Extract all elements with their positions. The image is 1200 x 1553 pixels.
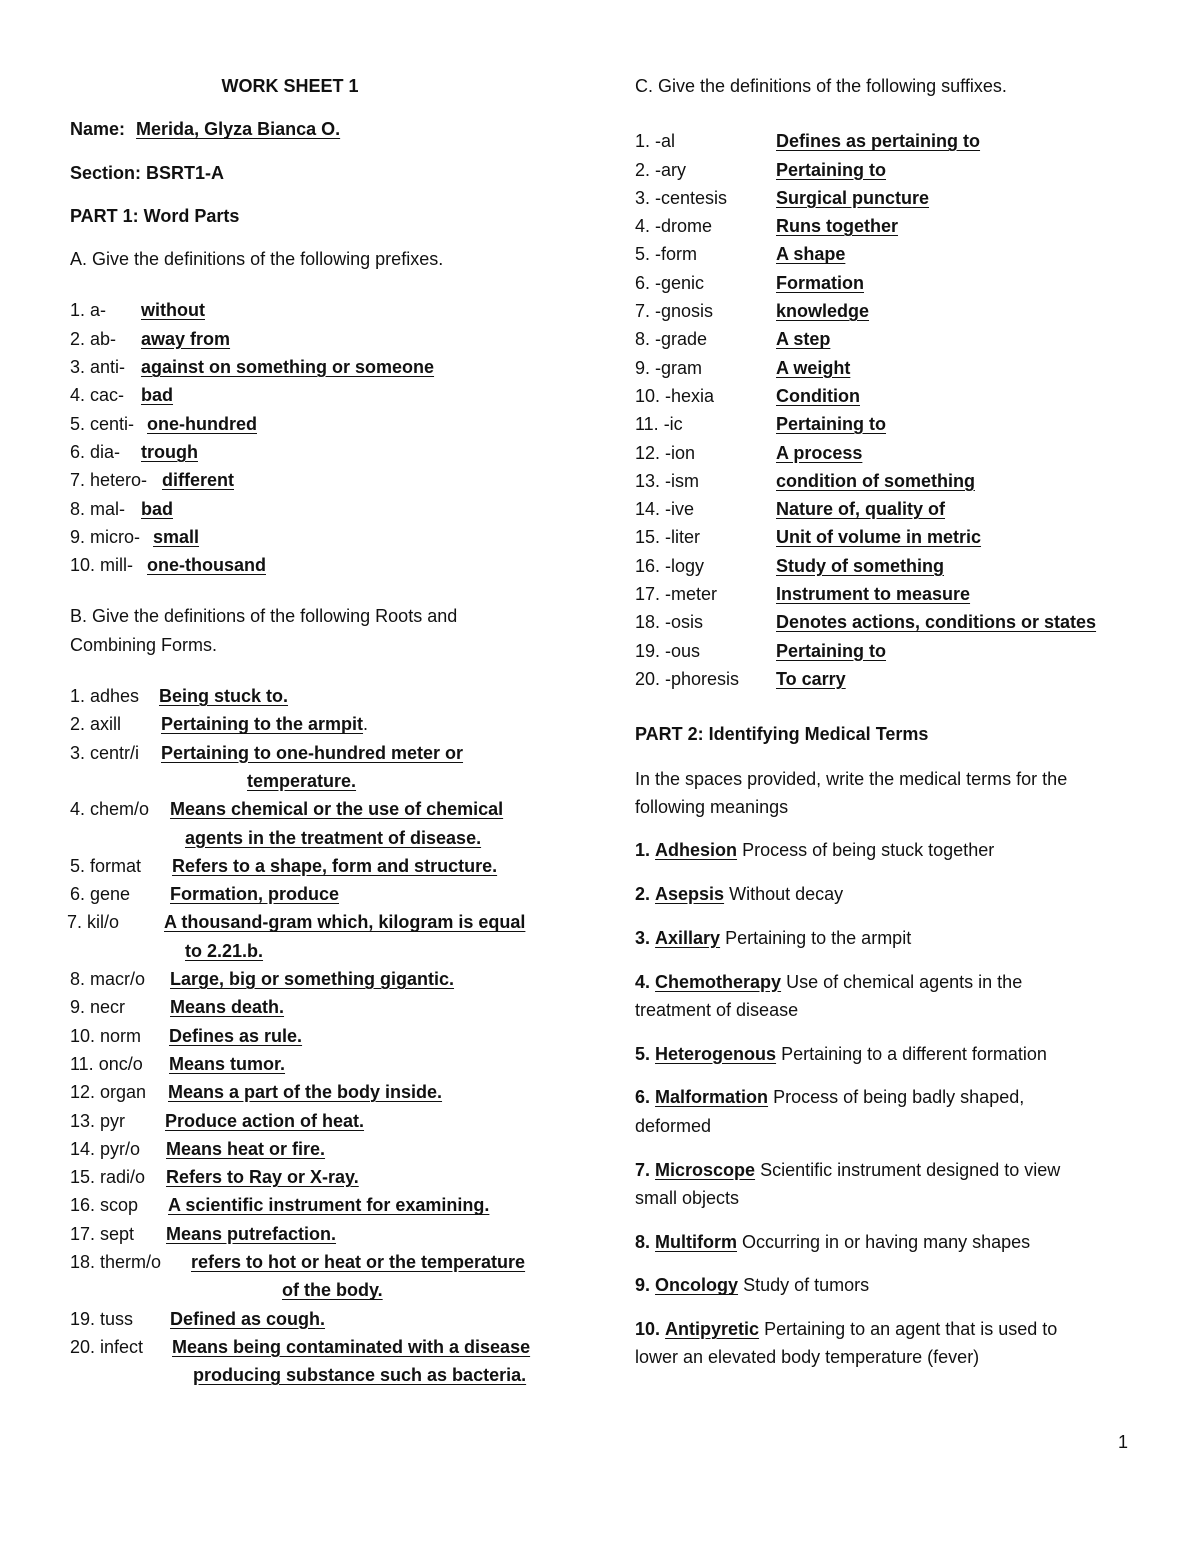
prefixes-heading: A. Give the definitions of the following prefixes. [70,249,444,270]
root-definition: Means chemical or the use of chemical [170,799,504,820]
prefixes-list [70,296,590,579]
suffix-definition: Pertaining to [776,640,887,661]
suffix-definition: Study of something [776,555,944,576]
term-meaning: Use of chemical agents in the [786,971,1023,992]
term-meaning-continued: lower an elevated body temperature (fever) [635,1347,980,1368]
suffix-definition: To carry [776,668,846,689]
suffix-term: 8. -grade [635,329,708,350]
list-item [635,269,1135,297]
list-item [635,1271,1135,1299]
term-number: 7. [635,1159,651,1180]
term-meaning-continued: treatment of disease [635,999,799,1020]
root-definition: Pertaining to one-hundred meter or [161,742,464,763]
list-item [635,467,1135,495]
list-item [635,836,1135,864]
prefix-term: 10. mill- [70,555,134,576]
root-definition: Produce action of heat. [165,1110,365,1131]
list-item [70,1050,590,1078]
root-definition-continued: producing substance such as bacteria. [193,1365,527,1386]
prefix-term: 4. cac- [70,385,125,406]
suffix-term: 2. -ary [635,159,687,180]
list-item [70,353,590,381]
list-item [70,1191,590,1219]
suffix-term: 11. -ic [635,414,683,435]
medical-term: Malformation [655,1087,769,1108]
suffix-definition: Unit of volume in metric [776,527,982,548]
list-item [70,495,590,523]
root-definition: Large, big or something gigantic. [170,969,455,990]
list-item [635,495,1135,523]
term-meaning: Occurring in or having many shapes [742,1231,1031,1252]
list-item [70,1078,590,1106]
prefix-definition: bad [141,385,174,406]
list-item [70,1333,590,1361]
term-meaning: Pertaining to the armpit [725,927,912,948]
root-term: 11. onc/o [70,1053,143,1074]
list-item [635,127,1135,155]
prefix-definition: different [162,470,234,491]
list-item [70,1107,590,1135]
name-value: Merida, Glyza Bianca O. [136,119,341,140]
root-definition: Means heat or fire. [166,1138,326,1159]
term-number: 8. [635,1231,651,1252]
suffix-term: 10. -hexia [635,385,715,406]
suffix-term: 16. -logy [635,555,705,576]
root-definition: Refers to a shape, form and structure. [172,855,498,876]
list-item [70,682,590,710]
medical-terms-list [635,836,1135,1372]
list-item [635,880,1135,908]
root-definition: Means tumor. [169,1053,286,1074]
roots-heading-line-1: B. Give the definitions of the following Roots and [70,606,458,627]
root-term: 13. pyr [70,1110,126,1131]
medical-term: Microscope [655,1159,756,1180]
term-meaning: Study of tumors [743,1275,870,1296]
list-item [635,637,1135,665]
root-definition-continued: of the body. [282,1280,383,1301]
suffix-term: 14. -ive [635,499,695,520]
list-item [635,354,1135,382]
term-meaning-continued: small objects [635,1187,740,1208]
suffix-term: 5. -form [635,244,698,265]
part2-instruction [635,765,1135,822]
suffix-term: 4. -drome [635,216,713,237]
root-term: 7. kil/o [67,912,120,933]
root-definition: Pertaining to the armpit [161,714,364,735]
root-definition: Means being contaminated with a disease [172,1336,531,1357]
list-item [70,325,590,353]
term-meaning: Without decay [729,883,844,904]
term-number: 5. [635,1043,651,1064]
list-item [635,523,1135,551]
suffix-term: 17. -meter [635,584,718,605]
root-term: 4. chem/o [70,799,150,820]
roots-list [67,682,590,1389]
root-term: 14. pyr/o [70,1138,141,1159]
root-definition: Means a part of the body inside. [168,1082,443,1103]
list-item [70,993,590,1021]
part1-heading: PART 1: Word Parts [70,205,240,226]
suffix-term: 15. -liter [635,527,701,548]
medical-term: Oncology [655,1275,739,1296]
suffix-definition: Defines as pertaining to [776,131,981,152]
prefix-term: 6. dia- [70,441,121,462]
prefix-definition: against on something or someone [141,357,435,378]
root-term: 10. norm [70,1025,142,1046]
term-meaning: Process of being badly shaped, [773,1087,1025,1108]
root-definition-continued: temperature. [247,770,357,791]
list-item [70,852,590,880]
list-item [70,795,590,823]
suffix-term: 19. -ous [635,640,701,661]
root-definition: Being stuck to. [159,686,289,707]
section-line: Section: BSRT1-A [70,162,225,183]
term-number: 1. [635,840,651,861]
suffix-definition: Condition [776,385,860,406]
prefix-term: 3. anti- [70,357,126,378]
prefix-definition: without [141,300,205,321]
medical-term: Axillary [655,927,721,948]
suffix-definition: Formation [776,272,864,293]
term-number: 6. [635,1087,651,1108]
term-number: 9. [635,1275,651,1296]
root-definition: refers to hot or heat or the temperature [191,1251,526,1272]
prefix-definition: bad [141,498,174,519]
suffix-term: 6. -genic [635,272,705,293]
root-term: 6. gene [70,884,131,905]
list-item [635,608,1135,636]
list-item [70,523,590,551]
term-number: 2. [635,883,651,904]
suffix-definition: Pertaining to [776,159,887,180]
root-term: 18. therm/o [70,1251,162,1272]
root-definition: A scientific instrument for examining. [168,1195,490,1216]
root-definition-continued: to 2.21.b. [185,940,264,961]
prefix-term: 1. a- [70,300,107,321]
suffix-term: 7. -gnosis [635,301,714,322]
name-label: Name: [70,119,126,140]
term-meaning: Process of being stuck together [742,840,995,861]
suffix-term: 9. -gram [635,357,703,378]
root-term: 15. radi/o [70,1167,146,1188]
list-item [70,1305,590,1333]
list-item [70,296,590,324]
list-item [70,739,590,767]
list-item [635,212,1135,240]
suffix-definition: A shape [776,244,846,265]
term-meaning: Scientific instrument designed to view [760,1159,1061,1180]
prefix-definition: one-thousand [147,555,266,576]
root-term: 16. scop [70,1195,139,1216]
root-definition: A thousand-gram which, kilogram is equal [164,912,526,933]
root-term: 17. sept [70,1223,135,1244]
medical-term: Heterogenous [655,1043,777,1064]
suffix-term: 1. -al [635,131,676,152]
medical-term: Adhesion [655,840,738,861]
root-term: 2. axill [70,714,122,735]
list-item [70,438,590,466]
part2-instruction-line-1: In the spaces provided, write the medical terms for the [635,768,1068,789]
root-definition-continued: agents in the treatment of disease. [185,827,482,848]
term-meaning: Pertaining to a different formation [781,1043,1047,1064]
suffix-definition: A step [776,329,831,350]
medical-term: Antipyretic [665,1319,760,1340]
root-definition: Means death. [170,997,285,1018]
root-definition: Defines as rule. [169,1025,303,1046]
list-item [635,1040,1135,1068]
list-item [70,1135,590,1163]
page-number: 1 [1117,1432,1128,1452]
term-meaning-continued: deformed [635,1115,712,1136]
list-item [635,552,1135,580]
suffix-definition: A weight [776,357,851,378]
list-item [635,924,1135,952]
part2-heading: PART 2: Identifying Medical Terms [635,724,929,745]
prefix-definition: trough [141,441,198,462]
root-definition: Means putrefaction. [166,1223,337,1244]
suffix-term: 20. -phoresis [635,668,740,689]
list-item [635,968,1135,1025]
list-item [635,184,1135,212]
list-item [635,665,1135,693]
suffix-term: 3. -centesis [635,187,728,208]
root-definition: Defined as cough. [170,1308,326,1329]
prefix-term: 8. mal- [70,498,126,519]
suffix-definition: A process [776,442,863,463]
list-item [70,1248,590,1276]
prefix-term: 9. micro- [70,526,141,547]
root-term: 12. organ [70,1082,147,1103]
suffixes-heading: C. Give the definitions of the following suffixes. [635,76,1007,96]
list-item [67,908,590,936]
suffix-definition: knowledge [776,301,870,322]
term-number: 4. [635,971,651,992]
list-item [70,381,590,409]
list-item [70,965,590,993]
prefix-term: 2. ab- [70,328,117,349]
list-item [635,382,1135,410]
suffix-term: 13. -ism [635,470,700,491]
list-item [635,240,1135,268]
medical-term: Asepsis [655,883,725,904]
prefix-definition: small [153,526,200,547]
right-column [635,72,1135,1387]
suffix-definition: Surgical puncture [776,187,930,208]
roots-heading-line-2: Combining Forms. [70,634,218,655]
list-item [635,297,1135,325]
list-item [70,466,590,494]
part2-instruction-line-2: following meanings [635,796,789,817]
list-item [70,880,590,908]
suffix-definition: Instrument to measure [776,584,971,605]
root-term: 1. adhes [70,686,140,707]
root-term: 20. infect [70,1336,144,1357]
list-item [635,1228,1135,1256]
list-item: 2. axill Pertaining to the armpit . [70,710,590,738]
list-item [70,1220,590,1248]
list-item [635,156,1135,184]
list-item [635,580,1135,608]
list-item [70,551,590,579]
root-definition: Refers to Ray or X-ray. [166,1167,359,1188]
list-item [635,439,1135,467]
list-item [70,410,590,438]
prefix-definition: away from [141,328,231,349]
suffix-definition: Pertaining to [776,414,887,435]
prefix-definition: one-hundred [147,413,257,434]
suffix-definition: condition of something [776,470,975,491]
left-column [67,72,590,1389]
term-meaning: Pertaining to an agent that is used to [764,1319,1058,1340]
medical-term: Multiform [655,1231,738,1252]
suffix-definition: Nature of, quality of [776,499,946,520]
root-term: 8. macr/o [70,969,146,990]
root-term: 19. tuss [70,1308,134,1329]
medical-term: Chemotherapy [655,971,782,992]
list-item [635,1156,1135,1213]
suffix-definition: Runs together [776,216,899,237]
root-term: 9. necr [70,997,126,1018]
worksheet-title: WORK SHEET 1 [221,76,359,96]
list-item [635,410,1135,438]
name-line [70,115,590,143]
term-number: 10. [635,1319,661,1340]
prefix-term: 7. hetero- [70,470,148,491]
suffix-term: 18. -osis [635,612,704,633]
term-number: 3. [635,927,651,948]
prefix-term: 5. centi- [70,413,135,434]
root-term: 3. centr/i [70,742,140,763]
root-definition: Formation, produce [170,884,340,905]
suffix-definition: Denotes actions, conditions or states [776,612,1097,633]
list-item [70,1022,590,1050]
suffixes-list [635,127,1135,693]
suffix-term: 12. -ion [635,442,696,463]
list-item [635,1315,1135,1372]
list-item [635,325,1135,353]
root-term: 5. format [70,855,142,876]
list-item [635,1083,1135,1140]
list-item [70,1163,590,1191]
